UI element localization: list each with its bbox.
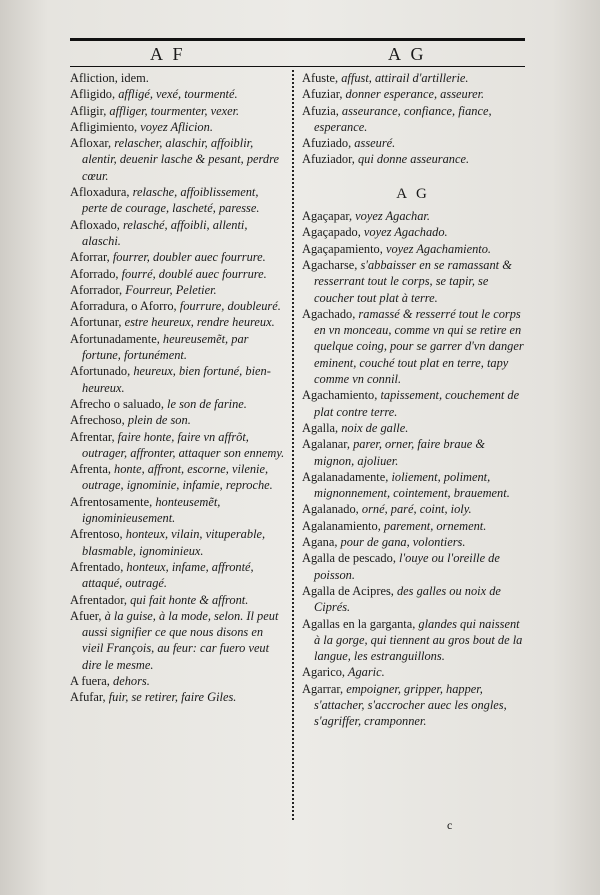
definition: qui donne asseurance. [354, 152, 470, 167]
dictionary-entry [70, 298, 285, 314]
headword: Afortunadamente, [70, 331, 160, 346]
dictionary-entry [302, 534, 524, 550]
definition: voyez Agachar. [352, 209, 430, 224]
dictionary-entry [302, 664, 524, 680]
definition: donner esperance, asseurer. [342, 87, 485, 102]
dictionary-entry [70, 396, 285, 412]
headword: Afrechoso, [70, 413, 125, 428]
definition: voyez Agachado. [360, 225, 448, 240]
dictionary-entry [302, 616, 524, 665]
definition: à la guise, à la mode, selon. Il peut aussi signifier ce que nous disons en vieil François, au feur: car fuero veut dire le mesme. [82, 608, 279, 672]
headword: Aforrado, [70, 266, 119, 281]
headword: Afuziar, [302, 87, 343, 102]
dictionary-entry [70, 363, 285, 396]
definition: noix de galle. [338, 420, 409, 435]
dictionary-entry [302, 103, 524, 136]
definition: voyez Aflicion. [137, 119, 213, 134]
definition: tapissement, couchement de plat contre terre. [314, 388, 520, 419]
headword: Agarrar, [302, 681, 344, 696]
headword: Aforradura, o Aforro, [70, 299, 177, 314]
dictionary-entry [302, 257, 524, 306]
definition: honte, affront, escorne, vilenie, outrage, ignominie, infamie, reproche. [82, 462, 273, 493]
definition: parement, ornement. [380, 518, 487, 533]
definition: des galles ou noix de Ciprés. [314, 583, 501, 615]
headword: Afloxadura, [70, 185, 130, 200]
dictionary-entry [302, 208, 524, 224]
definition: parer, orner, faire braue & mignon, ajoliuer. [314, 437, 486, 468]
headword: Agacharse, [302, 257, 358, 272]
dictionary-entry [70, 70, 285, 86]
headword: Agaçapado, [302, 225, 361, 240]
definition: ioliement, poliment, mignonnement, cointement, brauement. [314, 469, 510, 501]
definition: heureux, bien fortuné, bien-heureux. [82, 364, 271, 395]
definition: relasché, affoibli, allenti, alaschi. [82, 217, 248, 248]
dictionary-entry [70, 412, 285, 428]
definition: fourrer, doubler auec fourrure. [109, 250, 266, 265]
definition: heureusemẽt, par fortune, fortunément. [82, 331, 249, 363]
definition: pour de gana, volontiers. [337, 535, 466, 550]
dictionary-entry [302, 86, 524, 102]
headword: Afortunado, [70, 364, 131, 379]
dictionary-entry [302, 681, 524, 730]
dictionary-entry [302, 241, 524, 257]
definition: empoigner, gripper, happer, s'attacher, s'accrocher auec les ongles, s'agriffer, cramponner. [314, 681, 507, 729]
definition: fourrure, doubleuré. [176, 299, 281, 314]
running-head-left: A F [150, 44, 186, 64]
definition: honteux, vilain, vituperable, blasmable, ignominieux. [82, 527, 266, 558]
definition: qui fait honte & affront. [126, 592, 249, 607]
definition: relascher, alaschir, affoiblir, alentir, deuenir lasche & pesant, perdre cœur. [82, 136, 279, 183]
headword: Afloxado, [70, 217, 120, 232]
headword: Agachamiento, [302, 388, 378, 403]
headword: Afrentosamente, [70, 494, 153, 509]
headword: Afuziador, [302, 152, 355, 167]
headword: Afufar, [70, 690, 106, 705]
left-column [70, 70, 285, 706]
running-head-right: A G [388, 44, 427, 64]
headword: Afuste, [302, 71, 339, 85]
headword: Agalanar, [302, 437, 351, 452]
definition: fourré, doublé auec fourrure. [118, 266, 267, 281]
definition: plein de son. [124, 413, 191, 428]
headword: Agarico, [302, 665, 346, 680]
definition: honteux, infame, affronté, attaqué, outragé. [82, 559, 254, 591]
headword: Afrentar, [70, 429, 115, 444]
dictionary-entry [70, 86, 285, 102]
definition: Fourreur, Peletier. [122, 282, 217, 297]
dictionary-entry [70, 559, 285, 592]
dictionary-entry [70, 331, 285, 364]
headword: Afuer, [70, 608, 102, 623]
headword: Agalanado, [302, 502, 359, 517]
headword: Agachado, [302, 306, 356, 321]
headword: Afliction, idem. [70, 71, 149, 85]
section-heading: A G [396, 185, 430, 202]
dictionary-entry [70, 266, 285, 282]
definition: s'abbaisser en se ramassant & resserrant tout le corps, se tapir, se coucher tout plat à terre. [314, 257, 512, 305]
headword: Agalanadamente, [302, 469, 389, 484]
headword: Aforrador, [70, 282, 123, 297]
definition: affliger, tourmenter, vexer. [106, 103, 240, 118]
dictionary-entry [70, 429, 285, 462]
headword: Afligimiento, [70, 119, 138, 134]
headword: Agaçapar, [302, 209, 353, 224]
definition: voyez Agachamiento. [382, 241, 492, 256]
definition: le son de farine. [163, 396, 247, 411]
dictionary-entry [70, 689, 285, 705]
headword: A fuera, [70, 673, 110, 688]
definition: estre heureux, rendre heureux. [121, 315, 275, 330]
dictionary-entry [302, 436, 524, 469]
headword: Afuzia, [302, 103, 339, 118]
headword: Afligir, [70, 103, 107, 118]
dictionary-entry [70, 673, 285, 689]
headword: Afloxar, [70, 136, 112, 151]
dictionary-entry [70, 135, 285, 184]
dictionary-entry [302, 420, 524, 436]
definition: affligé, vexé, tourmenté. [115, 87, 238, 102]
headword: Agallas en la garganta, [302, 616, 416, 631]
column-divider [292, 70, 295, 820]
headword: Afrentador, [70, 592, 127, 607]
dictionary-entry [70, 608, 285, 673]
signature-mark: c [447, 818, 453, 832]
headword: Afligido, [70, 87, 116, 102]
headword: Aforrar, [70, 250, 110, 265]
definition: faire honte, faire vn affrõt, outrager, affronter, attaquer son ennemy. [82, 429, 285, 460]
dictionary-entry [70, 494, 285, 527]
dictionary-entry [302, 306, 524, 387]
dictionary-entry [70, 217, 285, 250]
definition: asseurance, confiance, fiance, esperance. [314, 103, 492, 134]
dictionary-entry [70, 282, 285, 298]
headword: Afrenta, [70, 462, 111, 477]
headword: Afortunar, [70, 315, 122, 330]
dictionary-entry [302, 70, 524, 86]
definition: honteusemẽt, ignominieusement. [82, 494, 221, 526]
definition: affust, attirail d'artillerie. [338, 71, 469, 85]
dictionary-entry [70, 592, 285, 608]
headword: Afrentado, [70, 559, 124, 574]
definition: Agaric. [345, 665, 385, 680]
headword: Agalla, [302, 420, 339, 435]
dictionary-entry [70, 103, 285, 119]
headword: Agalla de pescado, [302, 551, 396, 566]
headword: Afuziado, [302, 136, 352, 151]
headword: Afrecho o saluado, [70, 396, 164, 411]
dictionary-entry [70, 119, 285, 135]
dictionary-entry [70, 184, 285, 217]
definition: glandes qui naissent à la gorge, qui tiennent au gros bout de la langue, les estranguillons. [314, 616, 523, 664]
headword: Agaçapamiento, [302, 241, 383, 256]
dictionary-entry [302, 501, 524, 517]
definition: fuir, se retirer, faire Giles. [105, 690, 237, 705]
dictionary-entry [302, 550, 524, 583]
dictionary-entry [70, 526, 285, 559]
top-rule [70, 38, 525, 41]
definition: orné, paré, coint, ioly. [358, 502, 472, 517]
definition: l'ouye ou l'oreille de poisson. [314, 551, 500, 582]
dictionary-entry [302, 135, 524, 151]
definition: ramassé & resserré tout le corps en vn monceau, comme vn qui se retire en quelque coing, pour se garrer d'vn danger eminent, couché tout plat en terre, tapy comme vn connil. [314, 306, 524, 387]
dictionary-entry [70, 314, 285, 330]
right-column [302, 70, 524, 730]
header-rule [70, 66, 525, 67]
dictionary-entry [302, 469, 524, 502]
definition: relasche, affoiblissement, perte de courage, lascheté, paresse. [82, 185, 260, 216]
dictionary-entry [302, 151, 524, 167]
headword: Agalanamiento, [302, 518, 381, 533]
headword: Afrentoso, [70, 527, 123, 542]
dictionary-entry [302, 518, 524, 534]
definition: asseuré. [351, 136, 396, 151]
dictionary-entry [302, 224, 524, 240]
dictionary-entry [70, 249, 285, 265]
definition: dehors. [109, 673, 150, 688]
dictionary-entry [302, 387, 524, 420]
dictionary-entry [70, 461, 285, 494]
headword: Agalla de Acipres, [302, 583, 394, 598]
dictionary-entry [302, 583, 524, 616]
headword: Agana, [302, 535, 338, 550]
